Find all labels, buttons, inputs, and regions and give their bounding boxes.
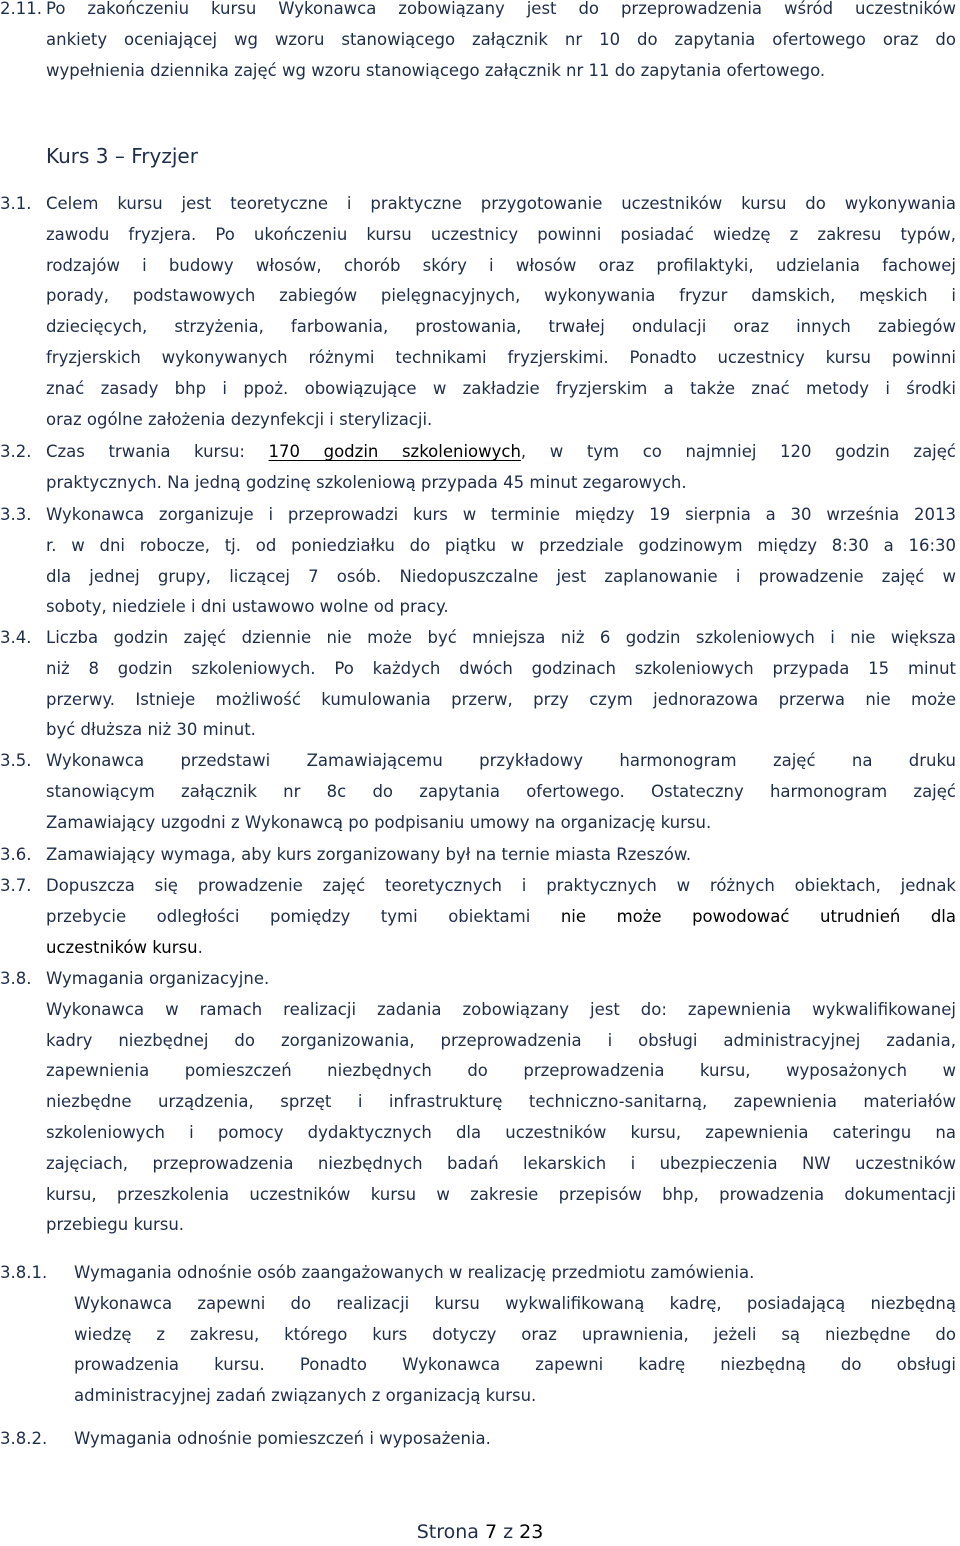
section-number-3-8-1: 3.8.1. — [0, 1263, 48, 1282]
section-number-3-5: 3.5. — [0, 751, 32, 770]
text-line: znać zasady bhp i ppoż. obowiązujące w zakładzie fryzjerskim a także znać metody i środki — [46, 378, 956, 398]
text-line — [46, 933, 956, 964]
text-line — [46, 437, 956, 468]
section-3-8-text — [46, 964, 956, 1241]
section-number-2-11: 2.11. — [0, 0, 42, 18]
section-3-2-text — [46, 437, 956, 499]
section-number-3-7: 3.7. — [0, 876, 32, 895]
text-line: soboty, niedziele i dni ustawowo wolne od pracy. — [46, 597, 449, 617]
section-3-1-text — [46, 189, 956, 435]
distance-label: przebycie odległości pomiędzy tymi obiektami — [46, 906, 561, 926]
text-line: rodzajów i budowy włosów, chorób skóry i włosów oraz profilaktyki, udzielania fachowej — [46, 255, 956, 275]
text-line: Wykonawca zorganizuje i przeprowadzi kurs w terminie między 19 sierpnia a 30 września 2013 — [46, 505, 956, 524]
text-line: Po zakończeniu kursu Wykonawca zobowiązany jest do przeprowadzenia wśród uczestników — [46, 0, 956, 18]
text-line: być dłuższa niż 30 minut. — [46, 720, 256, 740]
section-number-3-3: 3.3. — [0, 505, 32, 524]
section-3-8-1-text — [74, 1258, 956, 1412]
text-line: szkoleniowych i pomocy dydaktycznych dla uczestników kursu, zapewnienia cateringu na — [46, 1122, 956, 1142]
section-title: Wymagania organizacyjne. — [46, 969, 270, 988]
text-line: dziecięcych, strzyżenia, farbowania, prostowania, trwałej ondulacji oraz innych zabiegów — [46, 317, 956, 337]
text-line: praktycznych. Na jedną godzinę szkoleniową przypada 45 minut zegarowych. — [46, 472, 687, 492]
text-line: niezbędne urządzenia, sprzęt i infrastrukturę techniczno-sanitarną, zapewnienia materiałów — [46, 1092, 956, 1112]
distance-emphasis: nie może powodować utrudnień dla — [560, 906, 956, 926]
section-number-3-8-2: 3.8.2. — [0, 1429, 48, 1448]
text-line: zapewnienia pomieszczeń niezbędnych do przeprowadzenia kursu, wyposażonych w — [46, 1061, 956, 1081]
participants-emphasis: uczestników kursu — [46, 937, 198, 957]
section-title: Wymagania odnośnie pomieszczeń i wyposażenia. — [74, 1429, 491, 1448]
text-line: zawodu fryzjera. Po ukończeniu kursu uczestnicy powinni posiadać wiedzę z zakresu typów, — [46, 224, 956, 244]
section-3-6-text — [46, 840, 956, 871]
text-line: oraz ogólne założenia dezynfekcji i sterylizacji. — [46, 409, 433, 429]
section-number-3-2: 3.2. — [0, 442, 32, 461]
text-line: dla jednej grupy, liczącej 7 osób. Niedopuszczalne jest zaplanowanie i prowadzenie zajęć w — [46, 566, 956, 586]
text-line: Liczba godzin zajęć dziennie nie może być mniejsza niż 6 godzin szkoleniowych i nie większa — [46, 628, 956, 647]
section-2-11-text — [46, 0, 956, 86]
text-line: przerwy. Istnieje możliwość kumulowania przerw, przy czym jednorazowa przerwa nie może — [46, 689, 956, 709]
text-line: Zamawiający wymaga, aby kurs zorganizowany był na ternie miasta Rzeszów. — [46, 845, 692, 864]
text-line: Dopuszcza się prowadzenie zajęć teoretycznych i praktycznych w różnych obiektach, jednak — [46, 876, 956, 895]
duration-emphasis: 170 godzin szkoleniowych — [268, 442, 521, 461]
duration-label: Czas trwania kursu: — [46, 442, 269, 461]
section-3-8-2-text — [74, 1424, 956, 1455]
section-number-3-1: 3.1. — [0, 194, 32, 213]
text-line: Zamawiający uzgodni z Wykonawcą po podpisaniu umowy na organizację kursu. — [46, 812, 712, 832]
text-line: Wykonawca zapewni do realizacji kursu wykwalifikowaną kadrę, posiadającą niezbędną — [74, 1293, 956, 1313]
section-3-4-text — [46, 623, 956, 746]
text-line: ankiety oceniającej wg wzoru stanowiącego załącznik nr 10 do zapytania ofertowego oraz do — [46, 29, 956, 49]
text-line: Celem kursu jest teoretyczne i praktyczne przygotowanie uczestników kursu do wykonywania — [46, 194, 956, 213]
section-3-7-text — [46, 871, 956, 963]
section-number-3-6: 3.6. — [0, 845, 32, 864]
section-number-3-4: 3.4. — [0, 628, 32, 647]
text-line: r. w dni robocze, tj. od poniedziałku do piątku w przedziale godzinowym między 8:30 a 16:30 — [46, 535, 956, 555]
section-3-5-text — [46, 746, 956, 838]
text-line: kursu, przeszkolenia uczestników kursu w zakresie przepisów bhp, prowadzenia dokumentacji — [46, 1184, 956, 1204]
text-line — [46, 902, 956, 933]
page-total: 23 — [519, 1521, 544, 1543]
text-line: porady, podstawowych zabiegów pielęgnacyjnych, wykonywania fryzur damskich, męskich i — [46, 286, 956, 306]
text-line: zajęciach, przeprowadzenia niezbędnych badań lekarskich i ubezpieczenia NW uczestników — [46, 1153, 956, 1173]
text-line: Wykonawca przedstawi Zamawiającemu przykładowy harmonogram zajęć na druku — [46, 751, 956, 770]
text-line: Wykonawca w ramach realizacji zadania zobowiązany jest do: zapewnienia wykwalifikowanej — [46, 999, 956, 1019]
section-3-3-text — [46, 500, 956, 623]
text-line: fryzjerskich wykonywanych różnymi technikami fryzjerskimi. Ponadto uczestnicy kursu powinni — [46, 347, 956, 367]
text-line: niż 8 godzin szkoleniowych. Po każdych dwóch godzinach szkoleniowych przypada 15 minut — [46, 658, 956, 678]
text-line: kadry niezbędnej do zorganizowania, przeprowadzenia i obsługi administracyjnej zadania, — [46, 1030, 956, 1050]
text-line: przebiegu kursu. — [46, 1215, 185, 1235]
period: . — [197, 937, 203, 957]
page-number: 7 — [484, 1521, 498, 1543]
page-label: Strona — [416, 1521, 479, 1543]
text-line: wiedzę z zakresu, którego kurs dotyczy oraz uprawnienia, jeżeli są niezbędne do — [74, 1324, 956, 1344]
section-title: Wymagania odnośnie osób zaangażowanych w realizację przedmiotu zamówienia. — [74, 1263, 755, 1282]
text-line: prowadzenia kursu. Ponadto Wykonawca zapewni kadrę niezbędną do obsługi — [74, 1355, 956, 1375]
text-line: administracyjnej zadań związanych z organizacją kursu. — [74, 1386, 537, 1406]
page-separator: z — [503, 1521, 514, 1543]
page-footer — [0, 1518, 960, 1546]
section-number-3-8: 3.8. — [0, 969, 32, 988]
text-line: wypełnienia dziennika zajęć wg wzoru stanowiącego załącznik nr 11 do zapytania ofertowego. — [46, 60, 826, 80]
duration-rest: , w tym co najmniej 120 godzin zajęć — [520, 442, 956, 461]
course-heading: Kurs 3 – Fryzjer — [46, 144, 198, 168]
text-line: stanowiącym załącznik nr 8c do zapytania ofertowego. Ostateczny harmonogram zajęć — [46, 781, 956, 801]
